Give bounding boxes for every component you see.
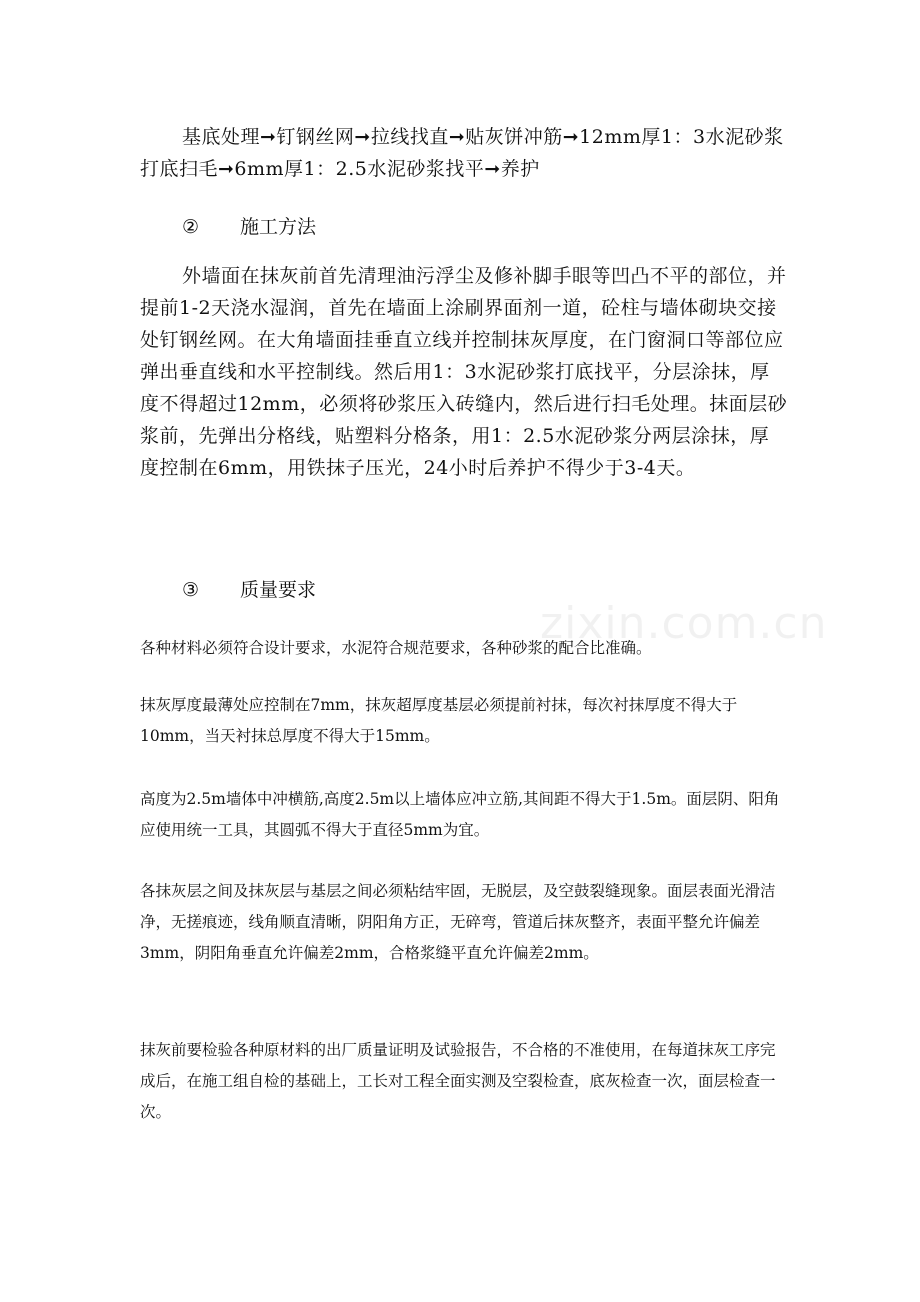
section-number: ② (182, 216, 200, 238)
construction-method-paragraph: 外墙面在抹灰前首先清理油污浮尘及修补脚手眼等凹凸不平的部位，并提前1-2天浇水湿润，首先在墙面上涂刷界面剂一道，砼柱与墙体砌块交接处钉钢丝网。在大角墙面挂垂直立线并控制抹灰厚度，在门窗洞口等部位应弹出垂直线和水平控制线。然后用1：3水泥砂浆打底找平，分层涂抹，厚度不得超过12mm，必须将砂浆压入砖缝内，然后进行扫毛处理。抹面层砂浆前，先弹出分格线，贴塑料分格条，用1：2.5水泥砂浆分两层涂抹，厚度控制在6mm，用铁抹子压光，24小时后养护不得少于3-4天。 (140, 265, 788, 479)
quality-item: 各种材料必须符合设计要求，水泥符合规范要求，各种砂浆的配合比准确。 (140, 639, 652, 657)
quality-item: 高度为2.5m墙体中冲横筋,高度2.5m以上墙体应冲立筋,其间距不得大于1.5m。面层阴、阳角应使用统一工具，其圆弧不得大于直径5mm为宜。 (140, 790, 780, 839)
quality-item: 抹灰前要检验各种原材料的出厂质量证明及试验报告，不合格的不准使用，在每道抹灰工序完成后，在施工组自检的基础上，工长对工程全面实测及空裂检查，底灰检查一次，面层检查一次。 (140, 1041, 776, 1121)
section-heading-method (182, 211, 316, 243)
section-title: 质量要求 (240, 579, 317, 601)
section-number: ③ (182, 579, 200, 601)
quality-item: 抹灰厚度最薄处应控制在7mm，抹灰超厚度基层必须提前衬抹，每次衬抹厚度不得大于10mm，当天衬抹总厚度不得大于15mm。 (140, 696, 738, 745)
process-flow-paragraph: 基底处理➞钉钢丝网➞拉线找直➞贴灰饼冲筋➞12mm厚1：3水泥砂浆打底扫毛➞6mm厚1：2.5水泥砂浆找平➞养护 (140, 126, 784, 180)
section-title: 施工方法 (240, 216, 317, 238)
section-heading-quality (182, 574, 316, 606)
quality-item: 各抹灰层之间及抹灰层与基层之间必须粘结牢固，无脱层，及空鼓裂缝现象。面层表面光滑洁净，无搓痕迹，线角顺直清晰，阴阳角方正，无碎弯，管道后抹灰整齐，表面平整允许偏差3mm，阴阳角垂直允许偏差2mm，合格浆缝平直允许偏差2mm。 (140, 882, 776, 962)
watermark: zixin.com.cn (540, 598, 828, 649)
